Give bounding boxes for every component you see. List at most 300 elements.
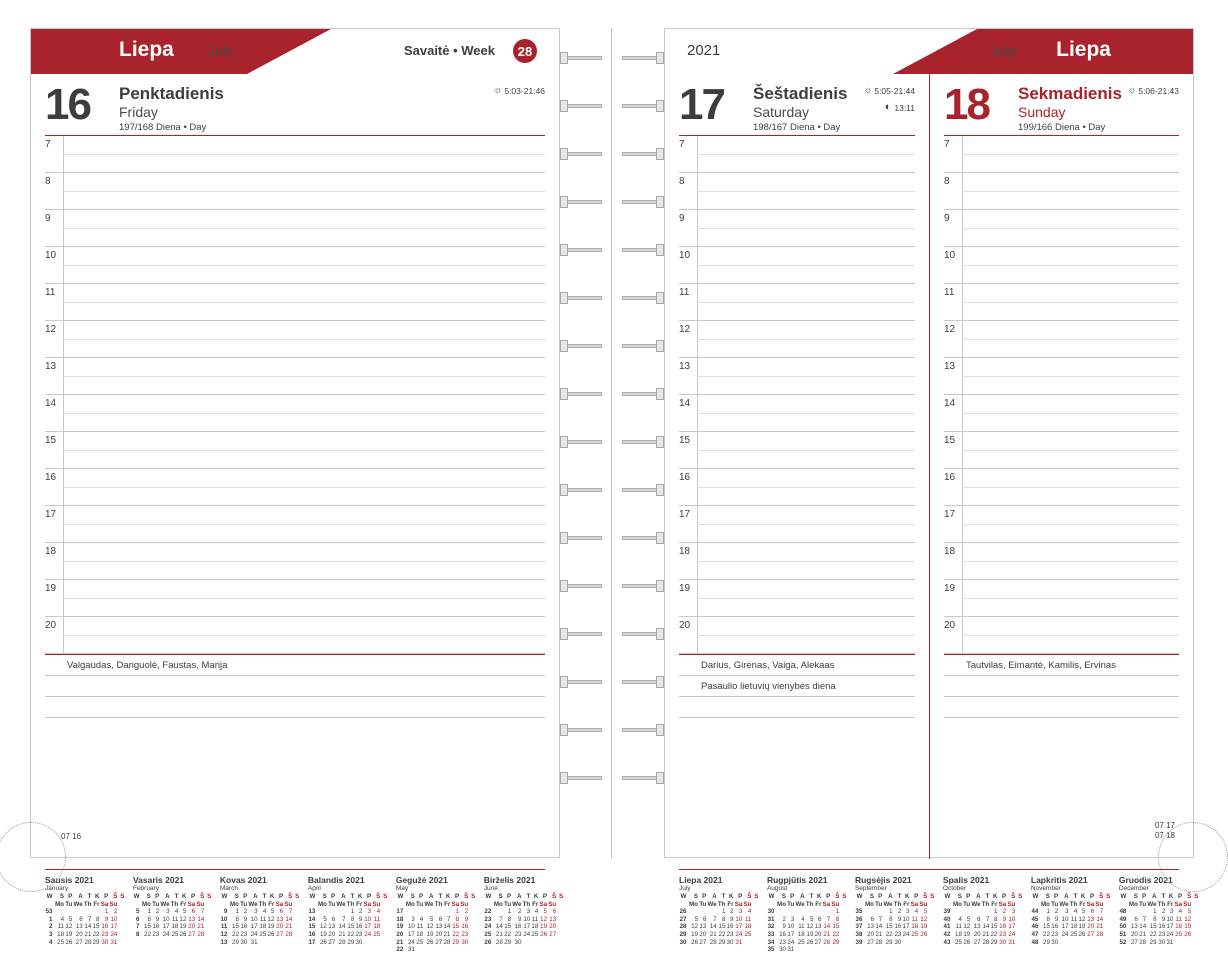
- mini-calendar-day[interactable]: 24: [735, 930, 743, 938]
- mini-calendar-day[interactable]: 12: [806, 923, 814, 931]
- mini-calendar-day[interactable]: 29: [885, 938, 893, 946]
- mini-calendar-day[interactable]: 13: [699, 923, 707, 931]
- mini-calendar-day[interactable]: 1: [721, 908, 726, 916]
- mini-calendar-day[interactable]: 23: [152, 930, 160, 938]
- mini-calendar-day[interactable]: 17: [364, 923, 372, 931]
- mini-calendar-day[interactable]: 14: [338, 923, 346, 931]
- hour-row[interactable]: [944, 136, 1179, 173]
- mini-calendar-day[interactable]: [531, 939, 539, 947]
- mini-calendar-day[interactable]: 7: [87, 915, 92, 923]
- mini-calendar-day[interactable]: 23: [1051, 930, 1059, 938]
- mini-calendar-day[interactable]: 16: [514, 923, 522, 931]
- mini-calendar-day[interactable]: 4: [174, 908, 179, 916]
- mini-calendar-day[interactable]: 10: [1008, 915, 1016, 923]
- mini-calendar-day[interactable]: 21: [982, 930, 990, 938]
- mini-calendar-day[interactable]: 30: [240, 938, 248, 946]
- mini-calendar-day[interactable]: 19: [806, 930, 814, 938]
- mini-calendar-day[interactable]: 25: [797, 938, 805, 946]
- hour-row[interactable]: [944, 395, 1179, 432]
- hour-row[interactable]: [45, 543, 545, 580]
- mini-calendar-day[interactable]: 31: [407, 946, 415, 954]
- mini-calendar-day[interactable]: 22: [1043, 930, 1050, 938]
- mini-calendar-day[interactable]: 12: [963, 923, 971, 931]
- hour-row[interactable]: [45, 210, 545, 247]
- mini-calendar-day[interactable]: 20: [699, 930, 707, 938]
- mini-calendar-day[interactable]: 1: [889, 908, 893, 916]
- mini-calendar-day[interactable]: 31: [250, 938, 258, 946]
- hour-row[interactable]: [679, 321, 915, 358]
- hour-row[interactable]: [45, 284, 545, 321]
- note-row[interactable]: [679, 697, 915, 718]
- mini-calendar-day[interactable]: 10: [1061, 915, 1069, 923]
- mini-calendar-day[interactable]: [317, 908, 327, 916]
- hour-row[interactable]: [45, 469, 545, 506]
- mini-calendar-day[interactable]: [443, 908, 451, 916]
- hour-row[interactable]: [944, 321, 1179, 358]
- mini-calendar-day[interactable]: 14: [443, 923, 451, 931]
- mini-calendar-day[interactable]: 22: [92, 930, 100, 938]
- mini-calendar-day[interactable]: 7: [288, 908, 293, 916]
- mini-calendar-day[interactable]: 22: [885, 930, 893, 938]
- mini-calendar-day[interactable]: 3: [411, 915, 415, 923]
- mini-calendar-day[interactable]: 30: [514, 938, 522, 946]
- mini-calendar-day[interactable]: 9: [358, 915, 363, 923]
- mini-calendar-day[interactable]: 18: [416, 930, 424, 938]
- mini-calendar-day[interactable]: 12: [426, 923, 434, 931]
- mini-calendar-day[interactable]: 7: [1142, 915, 1147, 923]
- mini-calendar-day[interactable]: 19: [267, 923, 275, 931]
- mini-calendar-day[interactable]: 25: [1175, 930, 1183, 938]
- mini-calendar-day[interactable]: 24: [1061, 930, 1069, 938]
- mini-calendar-day[interactable]: 1: [835, 908, 840, 916]
- mini-calendar-day[interactable]: 12: [691, 923, 699, 931]
- mini-calendar-day[interactable]: 21: [197, 923, 205, 931]
- mini-calendar-day[interactable]: 30: [1051, 938, 1059, 946]
- mini-calendar-day[interactable]: [493, 908, 503, 916]
- mini-calendar-day[interactable]: 1: [235, 908, 239, 916]
- mini-calendar-day[interactable]: 15: [1149, 923, 1157, 931]
- mini-calendar-day[interactable]: 26: [426, 938, 434, 946]
- mini-calendar-day[interactable]: 5: [1187, 908, 1192, 916]
- mini-calendar-day[interactable]: [1069, 939, 1078, 947]
- mini-calendar-day[interactable]: 11: [911, 915, 919, 923]
- mini-calendar-day[interactable]: 9: [243, 915, 248, 923]
- mini-calendar-day[interactable]: 4: [958, 915, 962, 923]
- mini-calendar-day[interactable]: 9: [1054, 915, 1059, 923]
- mini-calendar-day[interactable]: [1095, 939, 1104, 947]
- mini-calendar-day[interactable]: 14: [495, 923, 503, 931]
- mini-calendar-day[interactable]: 27: [1130, 938, 1138, 946]
- mini-calendar-day[interactable]: [1128, 908, 1138, 916]
- mini-calendar-day[interactable]: 20: [188, 923, 196, 931]
- mini-calendar-day[interactable]: 5: [809, 915, 814, 923]
- mini-calendar-day[interactable]: 22: [452, 930, 460, 938]
- mini-calendar-day[interactable]: 4: [801, 915, 805, 923]
- mini-calendar-day[interactable]: 8: [993, 915, 998, 923]
- mini-calendar-day[interactable]: [814, 908, 822, 916]
- mini-calendar-day[interactable]: 16: [999, 923, 1007, 931]
- mini-calendar-day[interactable]: 9: [897, 915, 902, 923]
- mini-calendar-day[interactable]: 30: [461, 938, 469, 946]
- mini-calendar-day[interactable]: 3: [367, 908, 372, 916]
- mini-calendar-day[interactable]: 11: [798, 923, 805, 931]
- mini-calendar-day[interactable]: 19: [920, 923, 928, 931]
- mini-calendar-day[interactable]: 29: [832, 938, 840, 946]
- mini-calendar-day[interactable]: 14: [285, 915, 293, 923]
- mini-calendar-day[interactable]: 15: [832, 923, 840, 931]
- mini-calendar-day[interactable]: [1183, 939, 1192, 947]
- mini-calendar-day[interactable]: 8: [350, 915, 355, 923]
- mini-calendar-day[interactable]: 2: [1002, 908, 1007, 916]
- hour-row[interactable]: [679, 173, 915, 210]
- mini-calendar-day[interactable]: 11: [744, 915, 752, 923]
- mini-calendar-day[interactable]: 13: [435, 923, 443, 931]
- mini-calendar-day[interactable]: [981, 908, 990, 916]
- mini-calendar-day[interactable]: [952, 908, 962, 916]
- mini-calendar-day[interactable]: 3: [1011, 908, 1016, 916]
- mini-calendar-day[interactable]: [65, 908, 73, 916]
- mini-calendar-day[interactable]: 19: [963, 930, 971, 938]
- mini-calendar-day[interactable]: 8: [235, 915, 239, 923]
- mini-calendar-day[interactable]: 11: [259, 915, 267, 923]
- mini-calendar-day[interactable]: 14: [823, 923, 831, 931]
- hour-row[interactable]: [944, 210, 1179, 247]
- mini-calendar-day[interactable]: 8: [507, 915, 512, 923]
- mini-calendar-day[interactable]: 2: [113, 908, 118, 916]
- mini-calendar-day[interactable]: [539, 939, 548, 947]
- mini-calendar-day[interactable]: 10: [407, 923, 415, 931]
- mini-calendar-day[interactable]: [805, 946, 814, 954]
- mini-calendar-day[interactable]: [372, 939, 381, 947]
- mini-calendar-day[interactable]: 24: [787, 938, 795, 946]
- mini-calendar-day[interactable]: 11: [416, 923, 424, 931]
- mini-calendar-day[interactable]: 27: [435, 938, 443, 946]
- mini-calendar-day[interactable]: 17: [1166, 923, 1174, 931]
- mini-calendar-day[interactable]: 3: [254, 908, 258, 916]
- mini-calendar-day[interactable]: [822, 908, 831, 916]
- note-row[interactable]: [944, 676, 1179, 697]
- mini-calendar-day[interactable]: [434, 908, 443, 916]
- mini-calendar-day[interactable]: 20: [75, 930, 83, 938]
- mini-calendar-day[interactable]: 16: [355, 923, 363, 931]
- mini-calendar-day[interactable]: 24: [523, 930, 531, 938]
- mini-calendar-day[interactable]: 5: [1081, 908, 1086, 916]
- mini-calendar-day[interactable]: 28: [1096, 930, 1104, 938]
- mini-calendar-day[interactable]: 14: [197, 915, 205, 923]
- mini-calendar-day[interactable]: 25: [955, 938, 962, 946]
- note-row[interactable]: [944, 697, 1179, 718]
- hour-row[interactable]: [45, 173, 545, 210]
- mini-calendar-day[interactable]: 3: [526, 908, 531, 916]
- mini-calendar-day[interactable]: 16: [779, 930, 786, 938]
- mini-calendar-day[interactable]: 20: [814, 930, 822, 938]
- mini-calendar-day[interactable]: 10: [523, 915, 531, 923]
- mini-calendar-day[interactable]: 27: [75, 938, 83, 946]
- mini-calendar-day[interactable]: 26: [691, 938, 699, 946]
- mini-calendar-day[interactable]: 1: [1153, 908, 1157, 916]
- mini-calendar-day[interactable]: 26: [806, 938, 814, 946]
- mini-calendar-day[interactable]: 8: [1046, 915, 1050, 923]
- mini-calendar-day[interactable]: [814, 946, 822, 954]
- mini-calendar-day[interactable]: 19: [319, 930, 327, 938]
- hour-row[interactable]: [679, 210, 915, 247]
- hour-row[interactable]: [944, 617, 1179, 654]
- mini-calendar-day[interactable]: [831, 946, 840, 954]
- mini-calendar-day[interactable]: 10: [364, 915, 372, 923]
- mini-calendar-day[interactable]: [902, 939, 910, 947]
- hour-row[interactable]: [679, 395, 915, 432]
- mini-calendar-day[interactable]: 5: [543, 908, 548, 916]
- mini-calendar-day[interactable]: [787, 908, 795, 916]
- mini-calendar-day[interactable]: 9: [1002, 915, 1007, 923]
- mini-calendar-day[interactable]: [405, 908, 415, 916]
- hour-row[interactable]: [679, 284, 915, 321]
- hour-row[interactable]: [679, 543, 915, 580]
- mini-calendar-day[interactable]: 28: [709, 938, 717, 946]
- mini-calendar-day[interactable]: 22: [832, 930, 840, 938]
- mini-calendar-day[interactable]: 15: [504, 923, 512, 931]
- mini-calendar-day[interactable]: 23: [355, 930, 363, 938]
- mini-calendar-day[interactable]: 21: [84, 930, 92, 938]
- mini-calendar-day[interactable]: 28: [982, 938, 990, 946]
- mini-calendar-day[interactable]: 10: [110, 915, 118, 923]
- mini-calendar-day[interactable]: 3: [905, 908, 910, 916]
- mini-calendar-day[interactable]: 12: [920, 915, 928, 923]
- mini-calendar-day[interactable]: 2: [155, 908, 160, 916]
- hour-row[interactable]: [45, 580, 545, 617]
- mini-calendar-day[interactable]: 16: [461, 923, 469, 931]
- mini-calendar-day[interactable]: 1: [350, 908, 355, 916]
- mini-calendar-day[interactable]: 28: [875, 938, 883, 946]
- mini-calendar-day[interactable]: 7: [878, 915, 883, 923]
- mini-calendar-day[interactable]: 9: [155, 915, 160, 923]
- hour-row[interactable]: [45, 321, 545, 358]
- mini-calendar-day[interactable]: 13: [276, 915, 284, 923]
- hour-row[interactable]: [679, 580, 915, 617]
- mini-calendar-day[interactable]: 3: [1065, 908, 1069, 916]
- mini-calendar-day[interactable]: [443, 946, 451, 954]
- mini-calendar-day[interactable]: 18: [57, 930, 65, 938]
- mini-calendar-day[interactable]: 4: [1073, 908, 1078, 916]
- mini-calendar-day[interactable]: [275, 939, 284, 947]
- mini-calendar-day[interactable]: 11: [1070, 915, 1078, 923]
- mini-calendar-day[interactable]: 16: [240, 923, 248, 931]
- mini-calendar-day[interactable]: 28: [197, 930, 205, 938]
- hour-row[interactable]: [45, 395, 545, 432]
- mini-calendar-day[interactable]: 22: [718, 930, 726, 938]
- hour-row[interactable]: [679, 432, 915, 469]
- mini-calendar-day[interactable]: 23: [1158, 930, 1166, 938]
- mini-calendar-day[interactable]: 24: [407, 938, 415, 946]
- mini-calendar-day[interactable]: 15: [232, 923, 239, 931]
- mini-calendar-day[interactable]: 13: [75, 923, 83, 931]
- mini-calendar-day[interactable]: 17: [250, 923, 258, 931]
- mini-calendar-day[interactable]: 12: [319, 923, 327, 931]
- mini-calendar-day[interactable]: 30: [101, 938, 109, 946]
- mini-calendar-day[interactable]: 6: [79, 915, 83, 923]
- mini-calendar-day[interactable]: 20: [973, 930, 981, 938]
- mini-calendar-day[interactable]: 7: [446, 915, 451, 923]
- mini-calendar-day[interactable]: 7: [342, 915, 346, 923]
- mini-calendar-day[interactable]: [776, 908, 786, 916]
- mini-calendar-day[interactable]: [864, 908, 874, 916]
- mini-calendar-day[interactable]: 8: [721, 915, 726, 923]
- mini-calendar-day[interactable]: 4: [534, 908, 539, 916]
- mini-calendar-day[interactable]: 26: [179, 930, 187, 938]
- mini-calendar-day[interactable]: [795, 946, 805, 954]
- mini-calendar-day[interactable]: 26: [267, 930, 275, 938]
- hour-row[interactable]: [45, 506, 545, 543]
- mini-calendar-day[interactable]: 1: [993, 908, 998, 916]
- mini-calendar-day[interactable]: 5: [323, 915, 327, 923]
- mini-calendar-day[interactable]: 23: [726, 930, 734, 938]
- mini-calendar-day[interactable]: 12: [267, 915, 275, 923]
- mini-calendar-day[interactable]: 17: [110, 923, 118, 931]
- mini-calendar-day[interactable]: 3: [738, 908, 743, 916]
- mini-calendar-day[interactable]: 24: [902, 930, 910, 938]
- mini-calendar-day[interactable]: 11: [955, 923, 962, 931]
- mini-calendar-day[interactable]: 18: [1070, 923, 1078, 931]
- mini-calendar-day[interactable]: 7: [200, 908, 205, 916]
- mini-calendar-day[interactable]: 18: [911, 923, 919, 931]
- mini-calendar-day[interactable]: 2: [730, 908, 734, 916]
- mini-calendar-day[interactable]: 6: [279, 908, 284, 916]
- mini-calendar-day[interactable]: 18: [373, 923, 381, 931]
- mini-calendar-day[interactable]: 6: [702, 915, 707, 923]
- mini-calendar-day[interactable]: 14: [875, 923, 883, 931]
- mini-calendar-day[interactable]: 20: [867, 930, 874, 938]
- mini-calendar-day[interactable]: 28: [84, 938, 92, 946]
- mini-calendar-day[interactable]: [434, 946, 443, 954]
- mini-calendar-day[interactable]: 11: [531, 915, 539, 923]
- mini-calendar-day[interactable]: 16: [1158, 923, 1166, 931]
- mini-calendar-day[interactable]: 27: [699, 938, 707, 946]
- mini-calendar-day[interactable]: 15: [885, 923, 893, 931]
- mini-calendar-day[interactable]: 25: [259, 930, 267, 938]
- mini-calendar-day[interactable]: [822, 946, 831, 954]
- mini-calendar-day[interactable]: 22: [504, 930, 512, 938]
- mini-calendar-day[interactable]: 5: [923, 908, 928, 916]
- mini-calendar-day[interactable]: 2: [897, 908, 902, 916]
- mini-calendar-day[interactable]: 21: [443, 930, 451, 938]
- mini-calendar-day[interactable]: [919, 939, 928, 947]
- mini-calendar-day[interactable]: 31: [735, 938, 743, 946]
- mini-calendar-day[interactable]: 26: [920, 930, 928, 938]
- mini-calendar-day[interactable]: 15: [92, 923, 100, 931]
- mini-calendar-day[interactable]: 25: [373, 930, 381, 938]
- note-row[interactable]: [45, 676, 545, 697]
- mini-calendar-day[interactable]: 25: [416, 938, 424, 946]
- mini-calendar-day[interactable]: [971, 908, 981, 916]
- mini-calendar-day[interactable]: 6: [1134, 915, 1138, 923]
- mini-calendar-day[interactable]: 6: [331, 915, 336, 923]
- mini-calendar-day[interactable]: 21: [709, 930, 717, 938]
- mini-calendar-day[interactable]: 24: [1008, 930, 1016, 938]
- mini-calendar-day[interactable]: 21: [875, 930, 883, 938]
- mini-calendar-day[interactable]: 29: [1149, 938, 1157, 946]
- mini-calendar-day[interactable]: 10: [787, 923, 795, 931]
- mini-calendar-day[interactable]: 7: [985, 915, 990, 923]
- mini-calendar-day[interactable]: 14: [84, 923, 92, 931]
- mini-calendar-day[interactable]: 6: [191, 908, 196, 916]
- mini-calendar-day[interactable]: 18: [531, 923, 539, 931]
- mini-calendar-day[interactable]: 29: [990, 938, 998, 946]
- mini-calendar-day[interactable]: 6: [438, 915, 443, 923]
- hour-row[interactable]: [45, 136, 545, 173]
- mini-calendar-day[interactable]: 9: [782, 923, 786, 931]
- mini-calendar-day[interactable]: 7: [826, 915, 831, 923]
- mini-calendar-day[interactable]: 27: [814, 938, 822, 946]
- mini-calendar-day[interactable]: 9: [464, 915, 469, 923]
- mini-calendar-day[interactable]: 12: [65, 923, 73, 931]
- mini-calendar-day[interactable]: 16: [1051, 923, 1059, 931]
- mini-calendar-day[interactable]: [92, 908, 100, 916]
- mini-calendar-day[interactable]: 14: [1139, 923, 1147, 931]
- mini-calendar-day[interactable]: 9: [730, 915, 734, 923]
- mini-calendar-day[interactable]: 20: [1087, 923, 1095, 931]
- mini-calendar-day[interactable]: 25: [911, 930, 919, 938]
- mini-calendar-day[interactable]: 6: [818, 915, 822, 923]
- mini-calendar-day[interactable]: 18: [797, 930, 805, 938]
- mini-calendar-day[interactable]: 30: [1158, 938, 1166, 946]
- mini-calendar-day[interactable]: 8: [455, 915, 460, 923]
- mini-calendar-day[interactable]: 10: [735, 915, 743, 923]
- mini-calendar-day[interactable]: 28: [443, 938, 451, 946]
- mini-calendar-day[interactable]: 1: [147, 908, 151, 916]
- mini-calendar-day[interactable]: 6: [552, 908, 557, 916]
- mini-calendar-day[interactable]: 2: [464, 908, 469, 916]
- mini-calendar-day[interactable]: [1059, 939, 1069, 947]
- mini-calendar-day[interactable]: [522, 939, 531, 947]
- mini-calendar-day[interactable]: [963, 908, 971, 916]
- mini-calendar-day[interactable]: 5: [182, 908, 187, 916]
- mini-calendar-day[interactable]: [699, 908, 707, 916]
- mini-calendar-day[interactable]: 11: [373, 915, 381, 923]
- mini-calendar-day[interactable]: 19: [1078, 923, 1086, 931]
- mini-calendar-day[interactable]: 22: [232, 930, 239, 938]
- hour-row[interactable]: [944, 432, 1179, 469]
- mini-calendar-day[interactable]: 6: [1090, 908, 1095, 916]
- mini-calendar-day[interactable]: [327, 908, 335, 916]
- mini-calendar-day[interactable]: 5: [68, 915, 73, 923]
- mini-calendar-day[interactable]: 12: [540, 915, 548, 923]
- hour-row[interactable]: [944, 358, 1179, 395]
- mini-calendar-day[interactable]: [688, 908, 698, 916]
- mini-calendar-day[interactable]: 24: [1166, 930, 1174, 938]
- mini-calendar-day[interactable]: 15: [718, 923, 726, 931]
- mini-calendar-day[interactable]: 20: [549, 923, 557, 931]
- mini-calendar-day[interactable]: 31: [787, 946, 795, 954]
- mini-calendar-day[interactable]: 10: [162, 915, 170, 923]
- mini-calendar-day[interactable]: 4: [914, 908, 919, 916]
- mini-calendar-day[interactable]: 19: [1184, 923, 1192, 931]
- mini-calendar-day[interactable]: 28: [285, 930, 293, 938]
- mini-calendar-day[interactable]: 19: [540, 923, 548, 931]
- mini-calendar-day[interactable]: 23: [514, 930, 522, 938]
- mini-calendar-day[interactable]: 20: [1130, 930, 1138, 938]
- mini-calendar-day[interactable]: 12: [179, 915, 187, 923]
- mini-calendar-day[interactable]: [875, 908, 883, 916]
- mini-calendar-day[interactable]: 21: [338, 930, 346, 938]
- mini-calendar-day[interactable]: 4: [747, 908, 752, 916]
- mini-calendar-day[interactable]: 2: [243, 908, 248, 916]
- mini-calendar-day[interactable]: 25: [531, 930, 539, 938]
- mini-calendar-day[interactable]: 18: [1175, 923, 1183, 931]
- note-row[interactable]: [45, 697, 545, 718]
- mini-calendar-day[interactable]: 17: [1061, 923, 1069, 931]
- mini-calendar-day[interactable]: [707, 908, 717, 916]
- hour-row[interactable]: [45, 432, 545, 469]
